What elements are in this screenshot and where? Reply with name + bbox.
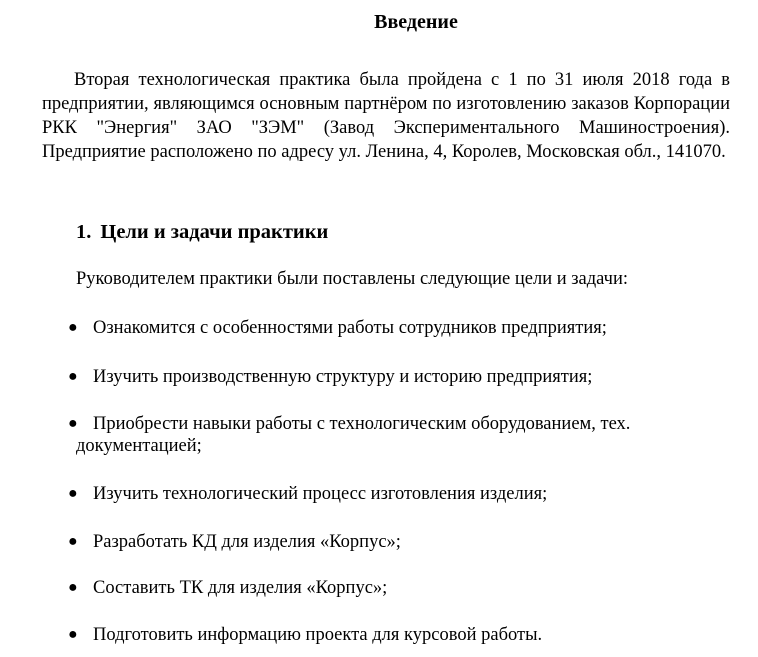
list-item xyxy=(68,317,708,339)
list-item-text: Изучить технологический процесс изготовления изделия; xyxy=(93,484,548,504)
list-item-text-line-1: Приобрести навыки работы с технологическим оборудованием, тех. xyxy=(93,414,631,434)
bullet-icon: ● xyxy=(68,626,78,643)
goals-intro: Руководителем практики были поставлены следующие цели и задачи: xyxy=(76,269,629,289)
list-item-text-line-2: документацией; xyxy=(76,436,202,456)
section-heading xyxy=(76,219,328,245)
list-item-text: Составить ТК для изделия «Корпус»; xyxy=(93,578,388,598)
list-item xyxy=(68,483,708,505)
list-item xyxy=(68,577,708,599)
bullet-icon: ● xyxy=(68,579,78,596)
list-item xyxy=(68,531,708,553)
bullet-icon: ● xyxy=(68,533,78,550)
bullet-icon: ● xyxy=(68,319,78,336)
bullet-icon: ● xyxy=(68,368,78,385)
bullet-icon: ● xyxy=(68,415,78,432)
list-item xyxy=(68,624,708,646)
list-item-text: Подготовить информацию проекта для курсовой работы. xyxy=(93,625,543,645)
list-item-text: Изучить производственную структуру и историю предприятия; xyxy=(93,367,593,387)
list-item-text: Ознакомится с особенностями работы сотрудников предприятия; xyxy=(93,318,607,338)
bullet-icon: ● xyxy=(68,485,78,502)
list-item-text xyxy=(76,413,708,457)
intro-paragraph: Вторая технологическая практика была пройдена с 1 по 31 июля 2018 года в предприятии, являющимся основным партнёром по изготовлению заказов Корпорации РКК "Энергия" ЗАО "ЗЭМ" (Завод Экспериментального Машиностроения). Предприятие расположено по адресу ул. Ленина, 4, Королев, Московская обл., 141070. xyxy=(42,70,730,162)
section-number: 1. xyxy=(76,221,92,243)
list-item-text: Разработать КД для изделия «Корпус»; xyxy=(93,532,401,552)
section-title: Цели и задачи практики xyxy=(100,221,329,243)
list-item xyxy=(68,366,708,388)
list-item xyxy=(68,413,708,457)
intro-heading: Введение xyxy=(374,11,458,33)
